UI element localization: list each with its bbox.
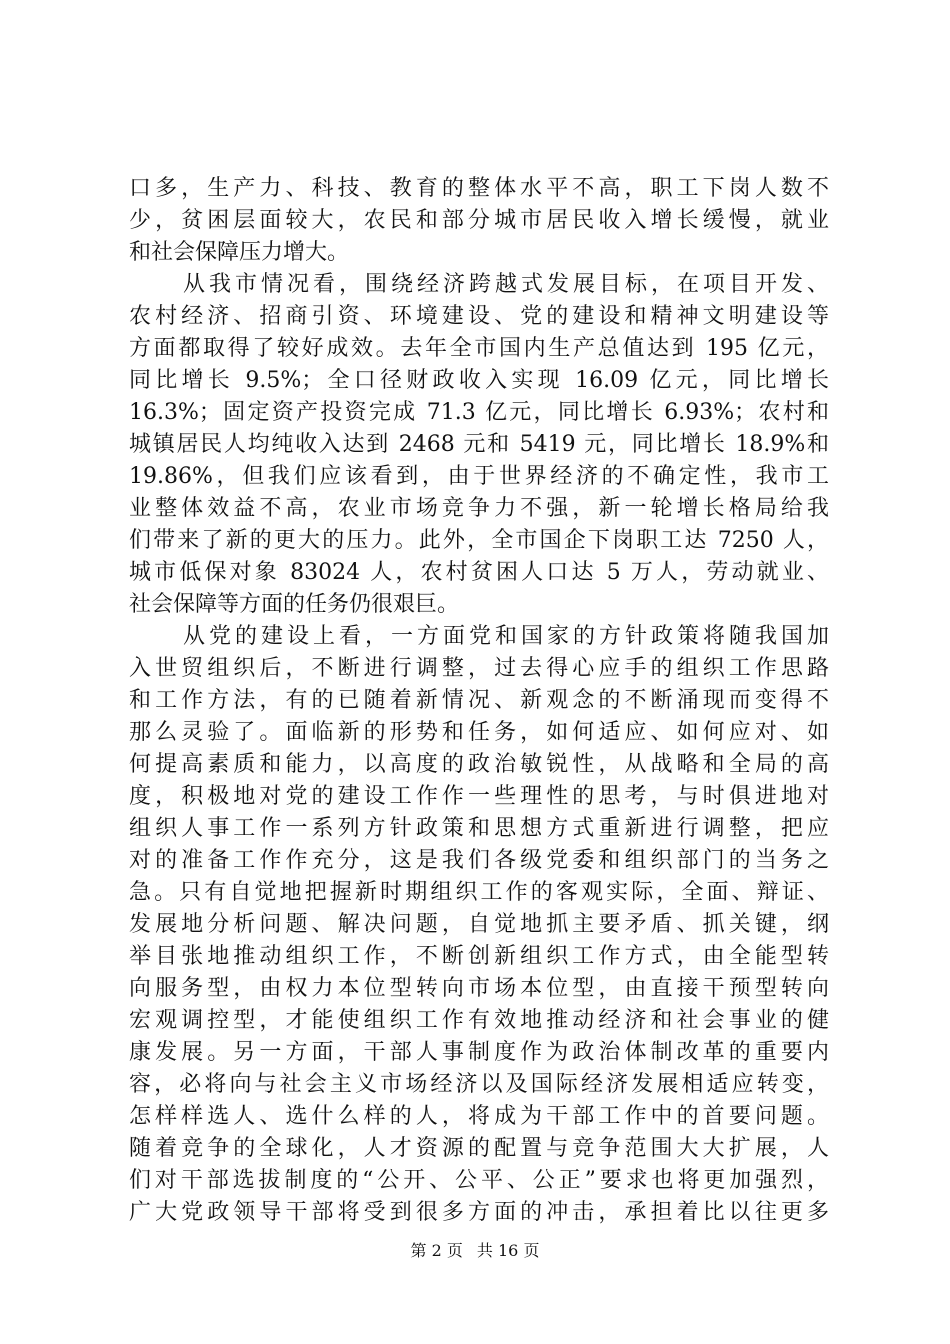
text-line: 和工作方法，有的已随着新情况、新观念的不断涌现而变得不 bbox=[129, 688, 829, 713]
page-total: 共 16 页 bbox=[476, 1241, 540, 1260]
text-line: 们带来了新的更大的压力。此外，全市国企下岗职工达 7250 人， bbox=[129, 528, 829, 553]
text-line: 宏观调控型，才能使组织工作有效地推动经济和社会事业的健 bbox=[129, 1008, 829, 1033]
text-line: 口多，生产力、科技、教育的整体水平不高，职工下岗人数不 bbox=[129, 176, 829, 201]
text-line: 度，积极地对党的建设工作作一些理性的思考，与时俱进地对 bbox=[129, 784, 829, 809]
text-line: 发展地分析问题、解决问题，自觉地抓主要矛盾、抓关键，纲 bbox=[129, 912, 829, 937]
text-line: 康发展。另一方面，干部人事制度作为政治体制改革的重要内 bbox=[129, 1040, 829, 1065]
text-line: 16.3%；固定资产投资完成 71.3 亿元，同比增长 6.93%；农村和 bbox=[129, 400, 829, 425]
text-line: 组织人事工作一系列方针政策和思想方式重新进行调整，把应 bbox=[129, 816, 829, 841]
text-line: 业整体效益不高，农业市场竞争力不强，新一轮增长格局给我 bbox=[129, 496, 829, 521]
text-line: 少，贫困层面较大，农民和部分城市居民收入增长缓慢，就业 bbox=[129, 208, 829, 233]
text-line: 举目张地推动组织工作，不断创新组织工作方式，由全能型转 bbox=[129, 944, 829, 969]
text-line: 何提高素质和能力，以高度的政治敏锐性，从战略和全局的高 bbox=[129, 752, 829, 777]
text-line: 随着竞争的全球化，人才资源的配置与竞争范围大大扩展，人 bbox=[129, 1136, 829, 1161]
text-line: 向服务型，由权力本位型转向市场本位型，由直接干预型转向 bbox=[129, 976, 829, 1001]
text-line: 农村经济、招商引资、环境建设、党的建设和精神文明建设等 bbox=[129, 304, 829, 329]
text-line: 19.86%，但我们应该看到，由于世界经济的不确定性，我市工 bbox=[129, 464, 829, 489]
document-body bbox=[129, 173, 829, 1229]
paragraph-start-line: 从党的建设上看，一方面党和国家的方针政策将随我国加 bbox=[183, 624, 829, 649]
text-line: 急。只有自觉地把握新时期组织工作的客观实际，全面、辩证、 bbox=[129, 880, 829, 905]
text-line: 入世贸组织后，不断进行调整，过去得心应手的组织工作思路 bbox=[129, 656, 829, 681]
text-line: 对的准备工作作充分，这是我们各级党委和组织部门的当务之 bbox=[129, 848, 829, 873]
text-line: 那么灵验了。面临新的形势和任务，如何适应、如何应对、如 bbox=[129, 720, 829, 745]
text-line: 广大党政领导干部将受到很多方面的冲击，承担着比以往更多 bbox=[129, 1200, 829, 1225]
text-line: 城镇居民人均纯收入达到 2468 元和 5419 元，同比增长 18.9%和 bbox=[129, 432, 829, 457]
text-line: 城市低保对象 83024 人，农村贫困人口达 5 万人，劳动就业、 bbox=[129, 560, 829, 585]
page-footer bbox=[0, 1240, 950, 1262]
paragraph-start-line: 从我市情况看，围绕经济跨越式发展目标，在项目开发、 bbox=[183, 272, 829, 297]
text-line: 们对干部选拔制度的“公开、公平、公正”要求也将更加强烈， bbox=[129, 1168, 829, 1193]
text-line: 怎样样选人、选什么样的人，将成为干部工作中的首要问题。 bbox=[129, 1104, 829, 1129]
text-line: 方面都取得了较好成效。去年全市国内生产总值达到 195 亿元， bbox=[129, 336, 829, 361]
text-line: 容，必将向与社会主义市场经济以及国际经济发展相适应转变， bbox=[129, 1072, 829, 1097]
text-line: 和社会保障压力增大。 bbox=[129, 240, 350, 265]
text-line: 社会保障等方面的任务仍很艰巨。 bbox=[129, 592, 460, 617]
page-number: 第 2 页 bbox=[410, 1241, 463, 1260]
text-line: 同比增长 9.5%；全口径财政收入实现 16.09 亿元，同比增长 bbox=[129, 368, 829, 393]
